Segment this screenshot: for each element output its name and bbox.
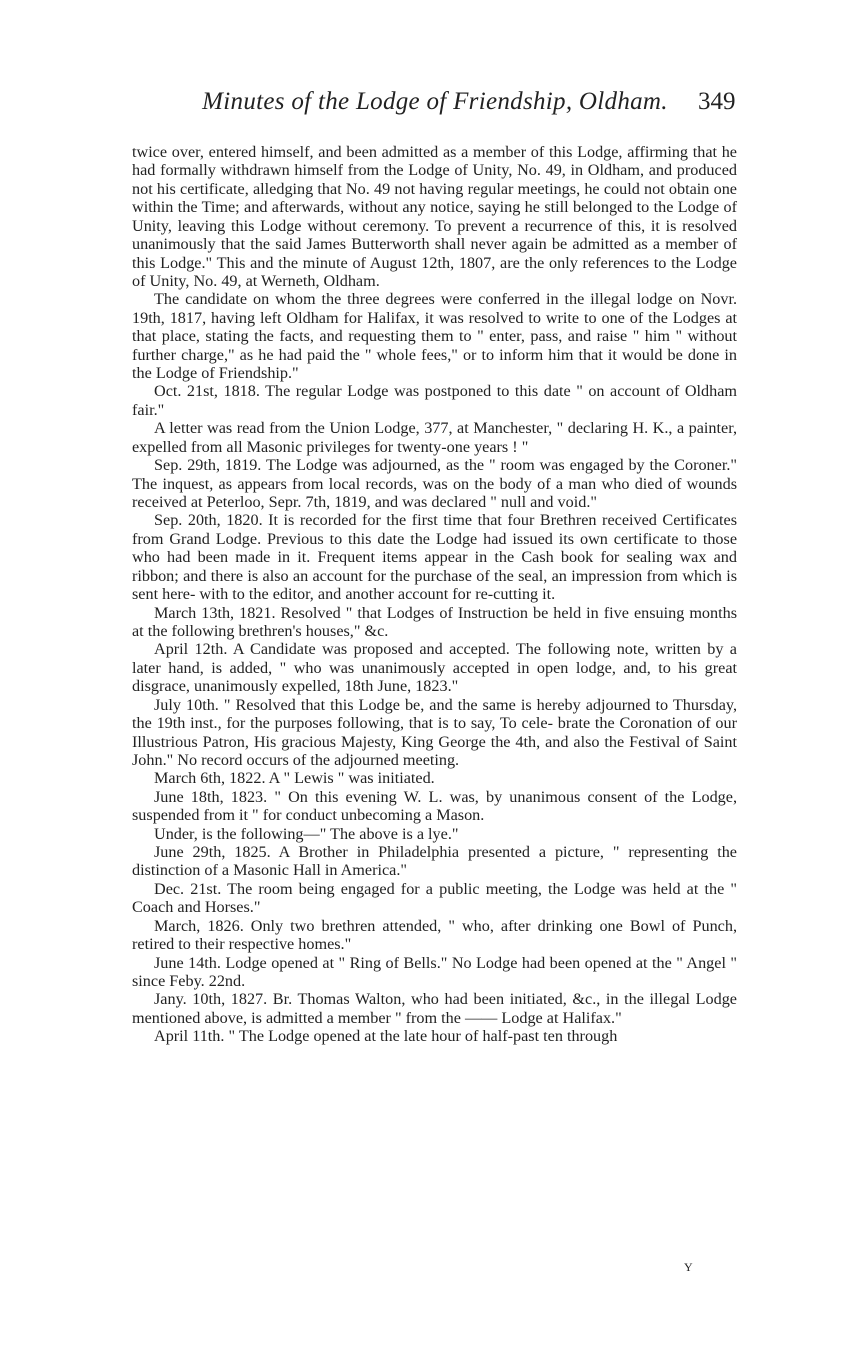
paragraph: April 11th. " The Lodge opened at the late hour of half-past ten through	[154, 1027, 618, 1046]
paragraph: twice over, entered himself, and been admitted as a member of this Lodge, affirming that he had formally withdrawn himself from the Lodge of Unity, No. 49, in Oldham, and produced not his certificate, alledging that No. 49 not having regular meetings, he could not obtain one within the Time; and afterwards, without any notice, saying he still belonged to the Lodge of Unity, leaving this Lodge without ceremony. To prevent a recurrence of this, it is resolved unanimously that the said James Butterworth shall never again be admitted as a member of this Lodge." This and the minute of August 12th, 1807, are the only references to the Lodge of Unity, No. 49, at Werneth, Oldham.	[132, 143, 737, 290]
paragraph: Sep. 20th, 1820. It is recorded for the first time that four Brethren received Certificates from Grand Lodge. Previous to this date the Lodge had issued its own certificate to those who had been made in it. Frequent items appear in the Cash book for sealing wax and ribbon; and there is also an account for the purchase of the seal, an impression from which is sent here- with to the editor, and another account for re-cutting it.	[132, 511, 737, 604]
paragraph: Oct. 21st, 1818. The regular Lodge was postponed to this date " on account of Oldham fair."	[132, 382, 737, 419]
paragraph: Under, is the following—" The above is a lye."	[154, 824, 459, 843]
paragraph: June 29th, 1825. A Brother in Philadelphia presented a picture, " representing the distinction of a Masonic Hall in America."	[132, 843, 737, 880]
paragraph: March, 1826. Only two brethren attended, " who, after drinking one Bowl of Punch, retired to their respective homes."	[132, 916, 737, 954]
running-title: Minutes of the Lodge of Friendship, Oldham.	[202, 88, 668, 115]
page-number: 349	[698, 88, 736, 115]
paragraph: July 10th. " Resolved that this Lodge be, and the same is hereby adjourned to Thursday, the 19th inst., for the purposes following, that is to say, To cele- brate the Coronation of our Illustrious Patron, His gracious Majesty, King George the 4th, and also the Festival of Saint John." No record occurs of the adjourned meeting.	[132, 695, 737, 769]
signature-mark: Y	[684, 1260, 693, 1274]
paragraph: Sep. 29th, 1819. The Lodge was adjourned, as the " room was engaged by the Coroner." The inquest, as appears from local records, was on the body of a man who died of wounds received at Peterloo, Sepr. 7th, 1819, and was declared " null and void."	[132, 456, 737, 512]
paragraph: Dec. 21st. The room being engaged for a public meeting, the Lodge was held at the " Coach and Horses."	[132, 879, 737, 917]
paragraph: June 18th, 1823. " On this evening W. L. was, by unanimous consent of the Lodge, suspended from it " for conduct unbecoming a Mason.	[132, 787, 737, 825]
paragraph: March 13th, 1821. Resolved " that Lodges of Instruction be held in five ensuing months at the following brethren's houses," &c.	[132, 603, 737, 640]
paragraph: June 14th. Lodge opened at " Ring of Bells." No Lodge had been opened at the " Angel " since Feby. 22nd.	[132, 953, 737, 990]
paragraph: April 12th. A Candidate was proposed and accepted. The following note, written by a later hand, is added, " who was unanimously accepted in open lodge, and, to his great disgrace, unanimously expelled, 18th June, 1823."	[132, 640, 737, 696]
paragraph: March 6th, 1822. A " Lewis " was initiated.	[154, 769, 435, 788]
paragraph: A letter was read from the Union Lodge, 377, at Manchester, " declaring H. K., a painter, expelled from all Masonic privileges for twenty-one years ! "	[132, 419, 737, 456]
paragraph: Jany. 10th, 1827. Br. Thomas Walton, who had been initiated, &c., in the illegal Lodge mentioned above, is admitted a member " from the —— Lodge at Halifax."	[132, 990, 737, 1027]
running-head	[0, 88, 864, 128]
body-text	[132, 143, 737, 1046]
paragraph: The candidate on whom the three degrees were conferred in the illegal lodge on Novr. 19th, 1817, having left Oldham for Halifax, it was resolved to write to one of the Lodges at that place, stating the facts, and requesting them to " enter, pass, and raise " him " without further charge," as he had paid the " whole fees," or to inform him that it would be done in the Lodge of Friendship."	[132, 290, 737, 383]
